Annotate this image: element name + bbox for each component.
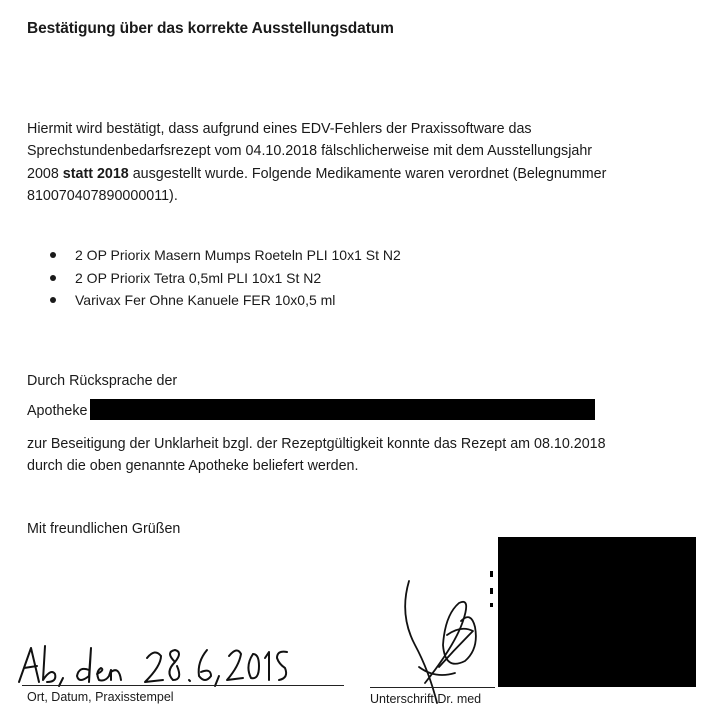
medication-list <box>50 244 401 312</box>
paragraph-line-3-end: ausgestellt wurde. Folgende Medikamente waren verordnet (Belegnummer <box>128 165 607 182</box>
stamp-redaction <box>498 537 696 687</box>
bullet-icon <box>50 275 56 281</box>
medication-label: 2 OP Priorix Masern Mumps Roeteln PLI 10x1 St N2 <box>75 247 401 263</box>
paragraph-line-2: Sprechstundenbedarfsrezept vom 04.10.2018 fälschlicherweise mit dem Ausstellungsjahr <box>27 143 593 160</box>
paragraph-line-3-start: 2008 <box>27 165 63 182</box>
doctor-caption: Unterschrift Dr. med <box>370 692 482 706</box>
medication-item <box>50 244 401 267</box>
paragraph-line-4: 810070407890000011). <box>27 187 178 204</box>
medication-label: 2 OP Priorix Tetra 0,5ml PLI 10x1 St N2 <box>75 269 322 286</box>
pharmacy-name-redaction <box>90 399 595 420</box>
medication-label: Varivax Fer Ohne Kanuele FER 10x0,5 ml <box>75 292 336 308</box>
bullet-icon <box>50 252 56 258</box>
date-signature-line <box>22 685 344 686</box>
handwritten-date <box>15 640 285 690</box>
paragraph-line-3 <box>27 163 697 185</box>
medication-item <box>50 289 401 312</box>
doctor-signature <box>395 575 495 710</box>
closing-greeting: Mit freundlichen Grüßen <box>27 521 181 537</box>
paragraph-line-3-bold: statt 2018 <box>62 165 129 182</box>
pharmacy-intro: Durch Rücksprache der <box>27 373 178 389</box>
bullet-icon <box>50 297 56 303</box>
paragraph-line-1: Hiermit wird bestätigt, dass aufgrund eines EDV-Fehlers der Praxissoftware das <box>27 121 532 137</box>
doctor-signature-line <box>370 687 495 688</box>
resolution-line-1: zur Beseitigung der Unklarheit bzgl. der Rezeptgültigkeit konnte das Rezept am 08.10.2018 <box>27 436 606 452</box>
confirmation-paragraph <box>27 118 697 207</box>
date-caption: Ort, Datum, Praxisstempel <box>27 690 174 704</box>
resolution-line-2: durch die oben genannte Apotheke beliefert werden. <box>27 458 359 474</box>
medication-item <box>50 267 401 290</box>
document-title: Bestätigung über das korrekte Ausstellungsdatum <box>27 20 394 37</box>
pharmacy-label: Apotheke <box>27 403 88 419</box>
